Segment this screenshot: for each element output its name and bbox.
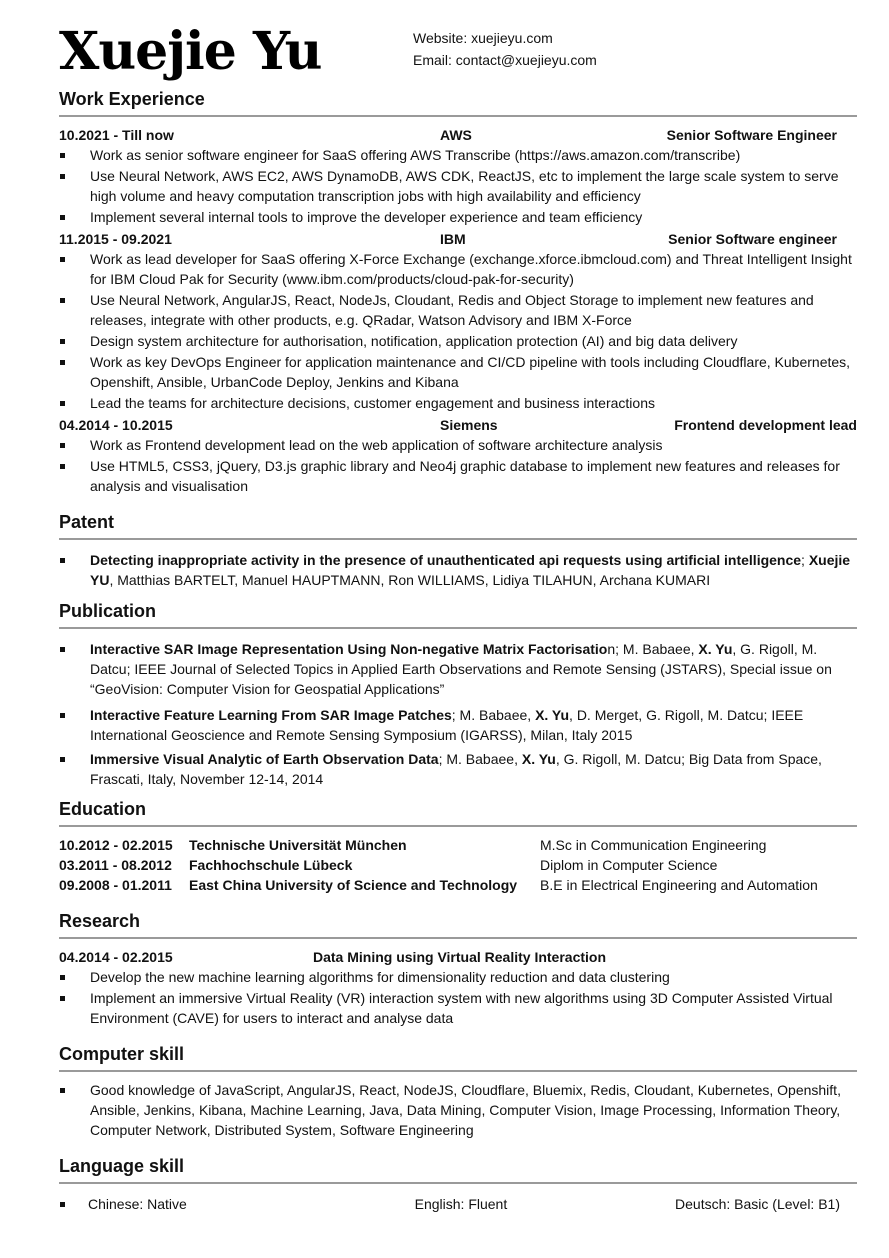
publication-details: , G. Rigoll, M. Datcu; IEEE Journal of Selected Topics in Applied Earth Observations and Remote Sensing (JSTARS), Special issue on “GeoVision: Computer Vision for Geospatial Applications” [90,641,832,697]
publication-title: Interactive SAR Image Representation Using Non-negative Matrix Factorisatio [90,641,608,657]
publication-details: , D. Merget, G. Rigoll, M. Datcu; IEEE International Geoscience and Remote Sensing Symposium (IGARSS), Milan, Italy 2015 [90,707,804,743]
list-item: Use Neural Network, AWS EC2, AWS DynamoDB, AWS CDK, ReactJS, etc to implement the large scale system to serve high volume and heavy computation transcription jobs with high availability and efficiency [59,166,857,206]
patent-authors: , Matthias BARTELT, Manuel HAUPTMANN, Ron WILLIAMS, Lidiya TILAHUN, Archana KUMARI [109,572,711,588]
job-role: Frontend development lead [674,417,857,433]
patent-separator: ; [801,552,805,568]
section-title: Work Experience [59,89,205,109]
list-item: Good knowledge of JavaScript, AngularJS, React, NodeJS, Cloudflare, Bluemix, Redis, Cloudant, Kubernetes, Openshift, Ansible, Jenkins, Kibana, Machine Learning, Java, Data Mining, Computer Vision, Image Processing, Information Theory, Computer Network, Distributed System, Software Engineering [59,1080,857,1140]
section-title: Publication [59,601,157,621]
education-period: 10.2012 - 02.2015 [59,837,173,853]
publication-authors: n; M. Babaee, [607,641,699,657]
education-degree: Diplom in Computer Science [540,857,718,873]
patent-list [59,550,857,590]
job-header [59,125,857,145]
job-period: 11.2015 - 09.2021 [59,231,172,247]
language-skill-section [59,1154,857,1214]
education-school: East China University of Science and Technology [189,877,518,893]
computer-skill-list [59,1080,857,1140]
section-title: Education [59,799,147,819]
list-item: Implement several internal tools to improve the developer experience and team efficiency [59,207,857,227]
job-period: 10.2021 - Till now [59,127,174,143]
list-item: Work as lead developer for SaaS offering X-Force Exchange (exchange.xforce.ibmcloud.com) and Threat Intelligent Insight for IBM Cloud Pak for Security (www.ibm.com/products/cloud-pak-for-security) [59,249,857,289]
section-divider [59,937,857,939]
job-bullets [59,435,857,496]
language-item: English: Fluent [414,1196,508,1212]
applicant-name: Xuejie Yu [59,21,322,82]
job-header [59,229,857,249]
education-period: 03.2011 - 08.2012 [59,857,172,873]
section-divider [59,538,857,540]
list-item: Work as key DevOps Engineer for application maintenance and CI/CD pipeline with tools including Cloudflare, Kubernetes, Openshift, Ansible, UrbanCode Deploy, Jenkins and Kibana [59,352,857,392]
publication-section [59,599,857,789]
job-header [59,415,857,435]
patent-author-self: Xuejie YU [90,552,851,588]
contact-info [413,27,597,71]
publication-title: Interactive Feature Learning From SAR Image Patches [90,707,452,723]
list-item: Work as senior software engineer for SaaS offering AWS Transcribe (https://aws.amazon.com/transcribe) [59,145,857,165]
job-role: Senior Software Engineer [666,127,837,143]
section-divider [59,115,857,117]
section-divider [59,1182,857,1184]
list-item: Develop the new machine learning algorithms for dimensionality reduction and data clustering [59,967,857,987]
education-row [59,875,857,895]
research-project: Data Mining using Virtual Reality Interaction [313,949,607,965]
section-title: Patent [59,512,115,532]
section-title: Computer skill [59,1044,185,1064]
list-item: Use HTML5, CSS3, jQuery, D3.js graphic library and Neo4j graphic database to implement new features and releases for analysis and visualisation [59,456,857,496]
work-experience-section [59,87,857,496]
list-item: Work as Frontend development lead on the web application of software architecture analysis [59,435,857,455]
list-item [59,639,857,699]
publication-author-self: X. Yu [535,707,570,723]
publication-list [59,639,857,789]
patent-title: Detecting inappropriate activity in the presence of unauthenticated api requests using artificial intelligence [90,552,802,568]
website-line[interactable]: Website: xuejieyu.com [413,30,553,46]
job-company: IBM [440,231,466,247]
education-degree: M.Sc in Communication Engineering [540,837,767,853]
list-item: Lead the teams for architecture decisions, customer engagement and business interactions [59,393,857,413]
section-title: Research [59,911,141,931]
list-item [59,705,857,745]
list-item: Use Neural Network, AngularJS, React, NodeJs, Cloudant, Redis and Object Storage to implement new features and releases, integrate with other products, e.g. QRadar, Watson Advisory and IBM X-Force [59,290,857,330]
research-period: 04.2014 - 02.2015 [59,949,173,965]
publication-authors: ; M. Babaee, [438,751,522,767]
section-divider [59,825,857,827]
list-item [59,749,857,789]
publication-author-self: X. Yu [698,641,733,657]
list-item: Design system architecture for authorisation, notification, application protection (AI) and big data delivery [59,331,857,351]
education-school: Technische Universität München [189,837,407,853]
publication-author-self: X. Yu [521,751,556,767]
language-item: Chinese: Native [88,1196,187,1212]
section-title: Language skill [59,1156,185,1176]
section-divider [59,1070,857,1072]
job-bullets [59,145,857,227]
education-school: Fachhochschule Lübeck [189,857,353,873]
education-row [59,855,857,875]
publication-title: Immersive Visual Analytic of Earth Observation Data [90,751,439,767]
section-divider [59,627,857,629]
job-period: 04.2014 - 10.2015 [59,417,173,433]
research-header [59,947,857,967]
job-bullets [59,249,857,413]
list-item: Implement an immersive Virtual Reality (VR) interaction system with new algorithms using 3D Computer Assisted Virtual Environment (CAVE) for users to interact and analyse data [59,988,857,1028]
publication-details: , G. Rigoll, M. Datcu; Big Data from Space, Frascati, Italy, November 12-14, 2014 [90,751,822,787]
education-section [59,797,857,895]
education-period: 09.2008 - 01.2011 [59,877,172,893]
job-company: AWS [440,127,472,143]
research-bullets [59,967,857,1028]
job-company: Siemens [440,417,498,433]
patent-section [59,510,857,590]
resume-page [59,14,857,1214]
publication-authors: ; M. Babaee, [451,707,536,723]
resume-header [59,14,857,96]
email-line[interactable]: Email: contact@xuejieyu.com [413,52,597,68]
language-item: Deutsch: Basic (Level: B1) [675,1196,840,1212]
research-section [59,909,857,1028]
education-degree: B.E in Electrical Engineering and Automation [540,877,818,893]
language-row [59,1194,840,1214]
computer-skill-section [59,1042,857,1140]
job-role: Senior Software engineer [668,231,837,247]
education-row [59,835,857,855]
list-item [59,550,857,590]
